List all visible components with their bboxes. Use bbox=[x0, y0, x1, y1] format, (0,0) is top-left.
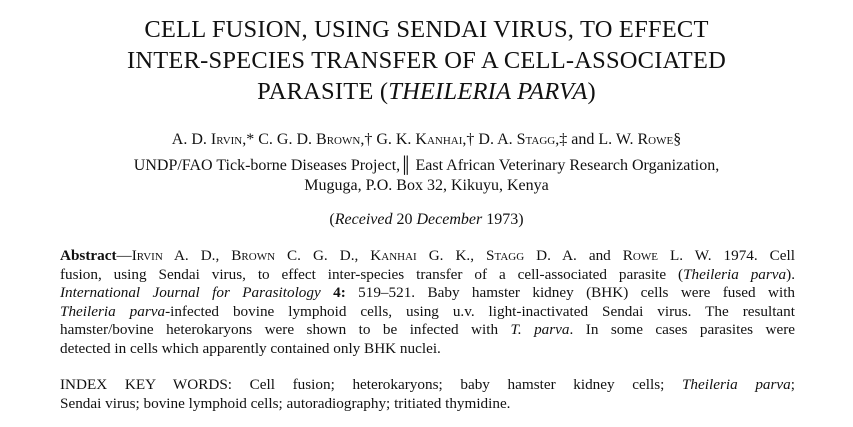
keywords-line-2: Sendai virus; bovine lymphoid cells; autoradiography; tritiated thymidine. bbox=[60, 394, 511, 412]
abstract-parasite-name: T. parva bbox=[510, 321, 570, 339]
abstract-text: ). bbox=[786, 265, 795, 283]
abstract-text: 519–521. Baby hamster kidney (BHK) cells were fused with bbox=[345, 284, 796, 302]
citation-initials: D. A. and bbox=[524, 247, 623, 264]
keywords-line-1 bbox=[60, 376, 795, 395]
citation-surname: Brown bbox=[231, 247, 276, 264]
abstract-heading: Abstract bbox=[60, 247, 117, 264]
abstract-dash: — bbox=[116, 247, 132, 264]
keywords-parasite-name: Theileria parva bbox=[681, 376, 791, 393]
abstract-line-1 bbox=[60, 247, 795, 266]
title-parasite-name: THEILERIA PARVA bbox=[388, 78, 588, 105]
author-initials: A. D. bbox=[171, 131, 211, 148]
author-initials: G. K. bbox=[376, 131, 416, 148]
abstract-line-5 bbox=[60, 321, 795, 340]
abstract-line-6: detected in cells which apparently contained only BHK nuclei. bbox=[60, 339, 441, 357]
affiliation bbox=[40, 156, 813, 196]
title-line-3 bbox=[60, 76, 793, 107]
journal-volume: 4: bbox=[333, 284, 346, 302]
citation-initials: L. W. 1974. Cell bbox=[657, 247, 795, 264]
author-surname: Brown bbox=[316, 131, 361, 148]
author-mark: ,† bbox=[360, 131, 377, 148]
citation-surname: Stagg bbox=[486, 247, 525, 264]
abstract bbox=[60, 247, 795, 359]
author-connector: and bbox=[571, 131, 599, 148]
citation-initials: C. G. D., bbox=[275, 247, 371, 264]
index-key-words bbox=[60, 376, 795, 413]
journal-name: International Journal for Parasitology bbox=[60, 284, 321, 302]
abstract-parasite-name: Theileria parva bbox=[683, 265, 787, 283]
received-date bbox=[40, 210, 813, 230]
author-list bbox=[40, 130, 813, 150]
received-year: 1973) bbox=[482, 211, 524, 228]
author-5 bbox=[571, 131, 681, 148]
abstract-text: -infected bovine lymphoid cells, using u.v. light-inactivated Sendai virus. The resultant bbox=[165, 302, 795, 320]
author-surname: Irvin bbox=[210, 131, 243, 148]
citation-surname: Kanhai bbox=[370, 247, 417, 264]
author-1 bbox=[172, 131, 258, 148]
author-mark: § bbox=[673, 131, 682, 148]
received-open: ( bbox=[329, 211, 335, 228]
abstract-text: . In some cases parasites were bbox=[569, 321, 795, 339]
keywords-text: INDEX KEY WORDS: Cell fusion; heterokaryons; baby hamster kidney cells; bbox=[60, 376, 682, 393]
author-initials: L. W. bbox=[598, 131, 638, 148]
abstract-text: hamster/bovine heterokaryons were shown to be infected with bbox=[60, 321, 511, 339]
abstract-line-2 bbox=[60, 266, 795, 285]
author-surname: Stagg bbox=[516, 131, 556, 148]
title-line-3-suffix: ) bbox=[587, 78, 596, 105]
received-label: Received bbox=[334, 211, 393, 228]
author-4 bbox=[478, 131, 571, 148]
citation-initials: G. K., bbox=[416, 247, 487, 264]
title-line-2: INTER-SPECIES TRANSFER OF A CELL-ASSOCIATED bbox=[127, 47, 726, 74]
author-initials: D. A. bbox=[478, 131, 517, 148]
author-surname: Rowe bbox=[637, 131, 674, 148]
keywords-text: ; bbox=[790, 376, 795, 393]
author-mark: ,‡ bbox=[555, 131, 572, 148]
title-line-1: CELL FUSION, USING SENDAI VIRUS, TO EFFECT bbox=[144, 16, 709, 43]
received-month: December bbox=[416, 211, 483, 228]
author-mark: ,† bbox=[462, 131, 479, 148]
affiliation-line-1: UNDP/FAO Tick-borne Diseases Project,║ East African Veterinary Research Organization, bbox=[133, 157, 720, 174]
citation-surname: Rowe bbox=[622, 247, 658, 264]
citation-surname: Irvin bbox=[131, 247, 163, 264]
abstract-text: fusion, using Sendai virus, to effect inter-species transfer of a cell-associated parasite ( bbox=[60, 265, 684, 283]
received-day: 20 bbox=[392, 211, 417, 228]
abstract-parasite-name: Theileria parva bbox=[60, 302, 166, 320]
title-line-3-prefix: PARASITE ( bbox=[257, 78, 389, 105]
abstract-line-4 bbox=[60, 303, 795, 322]
author-mark: ,* bbox=[242, 131, 259, 148]
author-surname: Kanhai bbox=[415, 131, 463, 148]
paper-title bbox=[60, 14, 793, 107]
citation-initials: A. D., bbox=[162, 247, 232, 264]
abstract-line-3 bbox=[60, 284, 795, 303]
author-2 bbox=[258, 131, 376, 148]
author-3 bbox=[376, 131, 478, 148]
author-initials: C. G. D. bbox=[258, 131, 317, 148]
affiliation-line-2: Muguga, P.O. Box 32, Kikuyu, Kenya bbox=[304, 177, 549, 194]
